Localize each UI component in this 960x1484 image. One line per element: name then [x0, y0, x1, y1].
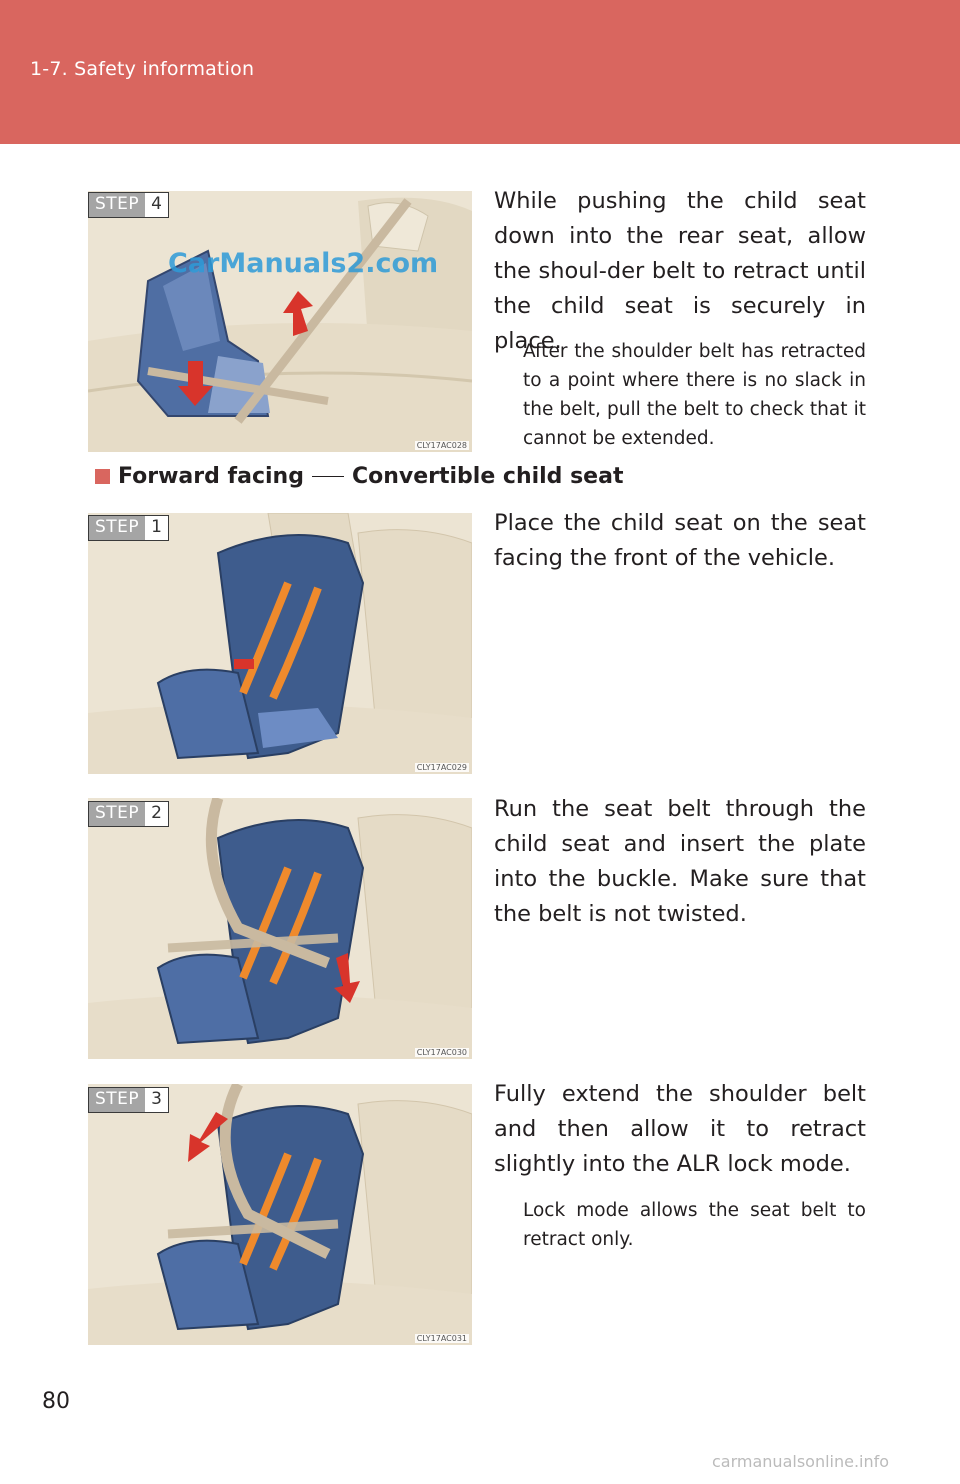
figure-code: CLY17AC028 — [416, 441, 467, 450]
step-number: 4 — [145, 193, 168, 217]
subheading-part2: Convertible child seat — [351, 464, 624, 489]
figure-code: CLY17AC031 — [416, 1334, 467, 1343]
step-3-note: Lock mode allows the seat belt to retract only. — [523, 1200, 866, 1250]
watermark-text: CarManuals2.com — [168, 248, 439, 279]
step-badge-3 — [88, 1087, 169, 1113]
rear-facing-seat-illustration — [88, 191, 472, 452]
section-title: 1-7. Safety information — [30, 58, 255, 80]
subheading-part1: Forward facing — [118, 464, 304, 489]
page-header — [0, 0, 960, 144]
figure-step-1 — [88, 513, 472, 774]
step-number: 3 — [145, 1088, 168, 1112]
step-label: STEP — [89, 802, 145, 826]
figure-code: CLY17AC029 — [416, 763, 467, 772]
step-number: 1 — [145, 516, 168, 540]
step-4-note: After the shoulder belt has retracted to a point where there is no slack in the belt, pull the belt to check that it cannot be extended. — [523, 341, 866, 449]
em-dash — [312, 476, 344, 478]
step-3-text: Fully extend the shoulder belt and then allow it to retract slightly into the ALR lock mode. — [494, 1081, 866, 1177]
step-label: STEP — [89, 516, 145, 540]
figure-step-2 — [88, 798, 472, 1059]
step-label: STEP — [89, 193, 145, 217]
forward-facing-seat-illustration — [88, 513, 472, 774]
square-bullet-icon — [95, 469, 110, 484]
step-label: STEP — [89, 1088, 145, 1112]
figure-code: CLY17AC030 — [416, 1048, 467, 1057]
step-1-text: Place the child seat on the seat facing the front of the vehicle. — [494, 510, 866, 571]
figure-step-4 — [88, 191, 472, 452]
alr-lock-mode-illustration — [88, 1084, 472, 1345]
step-2-text: Run the seat belt through the child seat and insert the plate into the buckle. Make sure that the belt is not twisted. — [494, 796, 866, 927]
page-number: 80 — [42, 1389, 70, 1414]
belt-routing-illustration — [88, 798, 472, 1059]
site-watermark: carmanualsonline.info — [712, 1452, 890, 1471]
step-badge-2 — [88, 801, 169, 827]
step-4-text: While pushing the child seat down into the rear seat, allow the shoul-der belt to retract until the child seat is securely in place. — [494, 188, 866, 354]
step-badge-4 — [88, 192, 169, 218]
step-badge-1 — [88, 515, 169, 541]
step-number: 2 — [145, 802, 168, 826]
figure-step-3 — [88, 1084, 472, 1345]
subheading-forward-facing — [95, 464, 623, 489]
